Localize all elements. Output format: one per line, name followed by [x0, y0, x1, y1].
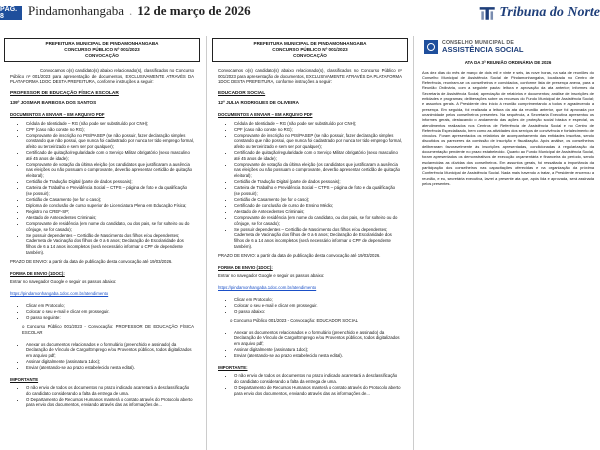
- header-separator: .: [129, 3, 133, 18]
- list-item: • Comprovante de residência (em nome do candidato, ou dos pais, se for solteiro ou do cônjuge, se for casado);: [234, 215, 402, 226]
- steps-list: [26, 342, 194, 371]
- minutes-body: Aos dez dias do mês de março de dois mil e vinte e seis, às nove horas, na sala de reuniões do Conselho Municipal de Assistência Social de Pindamonhangaba, localizada no Centro de Referência, reuniram-se os conselheiros e convidados, conforme lista de presença anexa, para a Reunião Ordinária, com a seguinte pauta: leitura e aprovação da ata anterior; informes da Secretaria de Assistência Social; apreciação de relatórios e documentos; análise de inscrições de entidades e programas; deliberações sobre os recursos do Fundo Municipal de Assistência Social; e assuntos gerais. A Presidente deu início à reunião cumprimentando a todos e agradecendo a presença. Em seguida, foi realizada a leitura da ata da reunião anterior, que foi aprovada por unanimidade pelos conselheiros presentes. Na sequência, a Secretaria Executiva apresentou os informes gerais, destacando o andamento das ações de proteção social básica e especial, os atendimentos realizados nos Centros de Referência de Assistência Social e no Centro de Referência Especializado, bem como as atividades dos serviços de convivência e fortalecimento de vínculos. Foram apresentados os relatórios de acompanhamento das entidades inscritas, sendo discutidos os pareceres da comissão de inscrição e fiscalização. Após análise, os conselheiros deliberaram favoravelmente às inscrições apresentadas, condicionadas à regularização da documentação pendente no prazo estabelecido. Quanto ao Fundo Municipal de Assistência Social, foram apresentados os demonstrativos de execução orçamentária e financeira do período, sendo esclarecidas as dúvidas dos conselheiros. Em assuntos gerais, foi ressaltada a importância da participação dos conselheiros nas capacitações oferecidas e na organização da próxima Conferência Municipal de Assistência Social. Nada mais havendo a tratar, a Presidente encerrou a reunião, e eu, secretária executiva, lavrei a presente ata que, após lida e aprovada, será assinada pelos presentes.: [422, 69, 594, 186]
- convocation-intro: Convocamos o(s) candidato(s) abaixo relacionado(s), classificados no Concurso Público nº 001/2023 para apresentação de documentos, EXCLUSIVAMENTE ATRAVÉS DA PLATAFORMA 1DOC DESTA PREFEITURA, conforme instruções a seguir:: [10, 68, 194, 85]
- council-logo-text: [442, 40, 524, 54]
- list-item: • Clicar em Protocolo;: [26, 303, 194, 309]
- council-emblem-icon: [424, 40, 438, 54]
- protocol-link[interactable]: https://pindamonhangaba.1doc.com.br/atendimento: [218, 284, 317, 290]
- list-item: • Enviar (atentando-se ao prazo estabelecido nesta edital).: [234, 353, 402, 359]
- list-item: • CPF (caso não conste no RG);: [26, 127, 194, 133]
- sub-step: o Concurso Público 001/2023 - Convocação: PROFESSOR DE EDUCAÇÃO FÍSICA ESCOLAR: [22, 324, 194, 335]
- convocation-heading-box: [4, 38, 200, 62]
- list-item: • O não envio de todos os documentos no prazo indicado acarretará a desclassificação do candidato considerando a falta da entrega de uma.: [26, 385, 194, 396]
- list-item: • O passo abaixo:: [234, 309, 402, 315]
- list-item: • Comprovante de votação da última eleição (os candidatos que justificaram a ausência nas eleições ou não possuam o comprovante, deverão apresentar certidão de quitação eleitoral);: [234, 162, 402, 179]
- convocation-column-middle: [212, 38, 408, 450]
- heading-line: CONCURSO PÚBLICO Nº 001/2023: [64, 47, 140, 52]
- list-item: • Certidão de Tradução Digital (parte de dados pessoais);: [26, 179, 194, 185]
- submission-intro: Entrar no navegador Google e seguir os passos abaixo:: [218, 273, 325, 279]
- list-item: • Clicar em Protocolo;: [234, 297, 402, 303]
- list-item: • Comprovante de residência (em nome do candidato, ou dos pais, se for solteiro ou do cônjuge, se for casado);: [26, 221, 194, 232]
- list-item: • Certidão de Casamento (se for o caso);: [234, 197, 402, 203]
- deadline-text: PRAZO DE ENVIO: a partir da data de publicação desta convocação até 19/03/2026.: [10, 259, 173, 265]
- list-item: • O não envio de todos os documentos no prazo indicado acarretará a desclassificação do candidato considerando a falta da entrega de uma.: [234, 373, 402, 384]
- list-item: • Certificado de quitação/regularidade com o Serviço Militar obrigatório (sexo masculino até 45 anos de idade);: [234, 150, 402, 161]
- steps-list: [26, 303, 194, 321]
- list-item: • Carteira de Trabalho e Previdência Social – CTPS – página de foto e da qualificação (se possuir);: [234, 185, 402, 196]
- candidate-name: 139º JOSMAR BARBOSA DOS SANTOS: [10, 100, 97, 106]
- protocol-link[interactable]: https://pindamonhangaba.1doc.com.br/atendimento: [10, 291, 109, 296]
- list-item: • Se possuir dependentes – Certidão de Nascimento dos filhos e/ou dependentes; Caderneta de Vacinação dos filhos de 0 a 6 anos; Declaração de Escolaridade dos filhos de 6 a 14 anos incompletos (será necessário informar o CPF de dependente também).: [234, 227, 402, 249]
- heading-line: PREFEITURA MUNICIPAL DE PINDAMONHANGABA: [45, 41, 159, 46]
- list-item: • O Departamento de Recursos Humanos manterá o contato através do Protocolo aberto para envio dos documentos, enviando através das as informações de...: [234, 385, 402, 396]
- list-item: • Cédula de Identidade – RG (não pode ser substituído por CNH);: [26, 121, 194, 127]
- list-item: • Certificado de conclusão de curso de Ensino Médio;: [234, 203, 402, 209]
- newspaper-logo: [478, 2, 600, 24]
- important-list: [234, 373, 402, 396]
- column-divider: [413, 36, 414, 450]
- list-item: • Diploma de conclusão de curso superior de Licenciatura Plena em Educação Física;: [26, 203, 194, 209]
- header-city: Pindamonhangaba: [28, 3, 125, 18]
- important-title: IMPORTANTE: [10, 376, 39, 382]
- header-date: 12 de março de 2026: [137, 3, 251, 18]
- list-item: • Atestado de Antecedentes Criminais;: [26, 215, 194, 221]
- header-title: [28, 3, 251, 19]
- sub-step: o Concurso Público 001/2023 - Convocação: EDUCADOR SOCIAL: [230, 318, 359, 324]
- list-item: • Comprovante de votação da última eleição (os candidatos que justificaram a ausência nas eleições ou não possuam o comprovante, deverão apresentar certidão de quitação eleitoral);: [26, 162, 194, 179]
- list-item: • Colocar o seu e-mail e clicar em prosseguir.: [26, 309, 194, 315]
- important-list: [26, 385, 194, 408]
- submission-intro: Entrar no navegador Google e seguir os passos abaixo:: [10, 279, 117, 285]
- council-logo-line2: ASSISTÊNCIA SOCIAL: [442, 45, 524, 54]
- heading-line: CONVOCAÇÃO: [85, 53, 119, 58]
- council-logo-line1: CONSELHO MUNICIPAL DE: [442, 40, 515, 46]
- column-divider: [206, 36, 207, 450]
- minutes-title: ATA DA 3ª REUNIÃO ORDINÁRIA DE 2026: [464, 60, 552, 65]
- submission-method-title: FORMA DE ENVIO (1DOC):: [218, 264, 273, 270]
- list-item: • Cédula de Identidade – RG (não pode ser substituído por CNH);: [234, 121, 402, 127]
- list-item: • Colocar o seu e-mail e clicar em prosseguir.: [234, 303, 402, 309]
- newspaper-logo-icon: [478, 3, 496, 23]
- list-item: • Assinar digitalmente (assinatura 1doc);: [234, 347, 402, 353]
- list-item: • Assinar digitalmente (assinatura 1doc);: [26, 359, 194, 365]
- list-item: • Comprovante de inscrição no PIS/PASEP (se não possuir, fazer declaração simples constando que não possui, que nunca foi cadastrado por nunca ter tido emprego formal, afeito ou terceirizado e sem ser por qualquer);: [234, 133, 402, 150]
- documents-title: DOCUMENTOS A ENVIAR – EM ARQUIVO PDF: [218, 111, 313, 117]
- newspaper-logo-text: Tribuna do Norte: [499, 5, 600, 20]
- list-item: • Certidão de Casamento (se for o caso);: [26, 197, 194, 203]
- convocation-column-left: [4, 38, 200, 450]
- page-number-badge: PÁG. 8: [0, 6, 22, 20]
- convocation-heading-box: [212, 38, 408, 62]
- heading-line: CONCURSO PÚBLICO Nº 001/2023: [272, 47, 348, 52]
- documents-list: [234, 121, 402, 250]
- list-item: • CPF (caso não conste no RG);: [234, 127, 402, 133]
- position-title: EDUCADOR SOCIAL: [218, 90, 266, 96]
- list-item: • Enviar (atentando-se ao prazo estabelecido nesta edital).: [26, 365, 194, 371]
- list-item: • Se possuir dependentes – Certidão de Nascimento dos filhos e/ou dependentes; Caderneta de Vacinação dos filhos de 0 a 6 anos; Declaração de Escolaridade dos filhos de 6 a 14 anos incompletos (será necessário informar o CPF de dependente também).: [26, 233, 194, 255]
- list-item: • O Departamento de Recursos Humanos manterá o contato através do Protocolo aberto para envio dos documentos, enviando através das as informações de...: [26, 397, 194, 408]
- submission-method-title: FORMA DE ENVIO (1DOC):: [10, 270, 65, 276]
- council-minutes-column: [418, 38, 598, 450]
- important-title: IMPORTANTE:: [218, 364, 248, 370]
- list-item: • Certificado de quitação/regularidade com o Serviço Militar obrigatório (sexo masculino até 45 anos de idade);: [26, 150, 194, 161]
- convocation-intro: Convocamos o(s) candidato(s) abaixo relacionado(s), classificados no Concurso Público nº 001/2023 para apresentação de documentos, EXCLUSIVAMENTE ATRAVÉS DA PLATAFORMA 1DOC DESTA PREFEITURA, conforme instruções a seguir:: [218, 68, 402, 85]
- steps-list: [234, 297, 402, 315]
- heading-line: CONVOCAÇÃO: [293, 53, 327, 58]
- page-header: [0, 0, 600, 30]
- position-title: PROFESSOR DE EDUCAÇÃO FÍSICA ESCOLAR: [10, 90, 119, 96]
- documents-title: DOCUMENTOS A ENVIAR – EM ARQUIVO PDF: [10, 111, 105, 117]
- list-item: • Anexar os documentos relacionados e o formulário (preenchido e assinado) da Declaração de Vínculo de Cargo/Emprego e/ou Proventos públicos, todos digitalizados em arquivo pdf;: [234, 330, 402, 347]
- documents-list: [26, 121, 194, 256]
- candidate-name: 12º JULIA RODRIGUES DE OLIVEIRA: [218, 100, 299, 106]
- list-item: • Atestado de Antecedentes Criminais;: [234, 209, 402, 215]
- list-item: • O passo seguinte:: [26, 315, 194, 321]
- list-item: • Carteira de Trabalho e Previdência Social – CTPS – página de foto e da qualificação (se possuir);: [26, 185, 194, 196]
- list-item: • Comprovante de inscrição no PIS/PASEP (se não possuir, fazer declaração simples constando que não possui, que nunca foi cadastrado por nunca ter tido emprego formal, afeito ou terceirizado e sem ser por qualquer);: [26, 133, 194, 150]
- list-item: • Registro no CREF-SP;: [26, 209, 194, 215]
- deadline-text: PRAZO DE ENVIO: a partir da data de publicação desta convocação até 19/03/2026.: [218, 253, 381, 259]
- list-item: • Anexar os documentos relacionados e o formulário (preenchido e assinado) da Declaração de Vínculo de Cargo/Emprego e/ou Proventos públicos, todos digitalizados em arquivo pdf;: [26, 342, 194, 359]
- council-logo: [424, 40, 592, 54]
- heading-line: PREFEITURA MUNICIPAL DE PINDAMONHANGABA: [253, 41, 367, 46]
- steps-list: [234, 330, 402, 359]
- list-item: • Certidão de Tradução Digital (parte de dados pessoais);: [234, 179, 402, 185]
